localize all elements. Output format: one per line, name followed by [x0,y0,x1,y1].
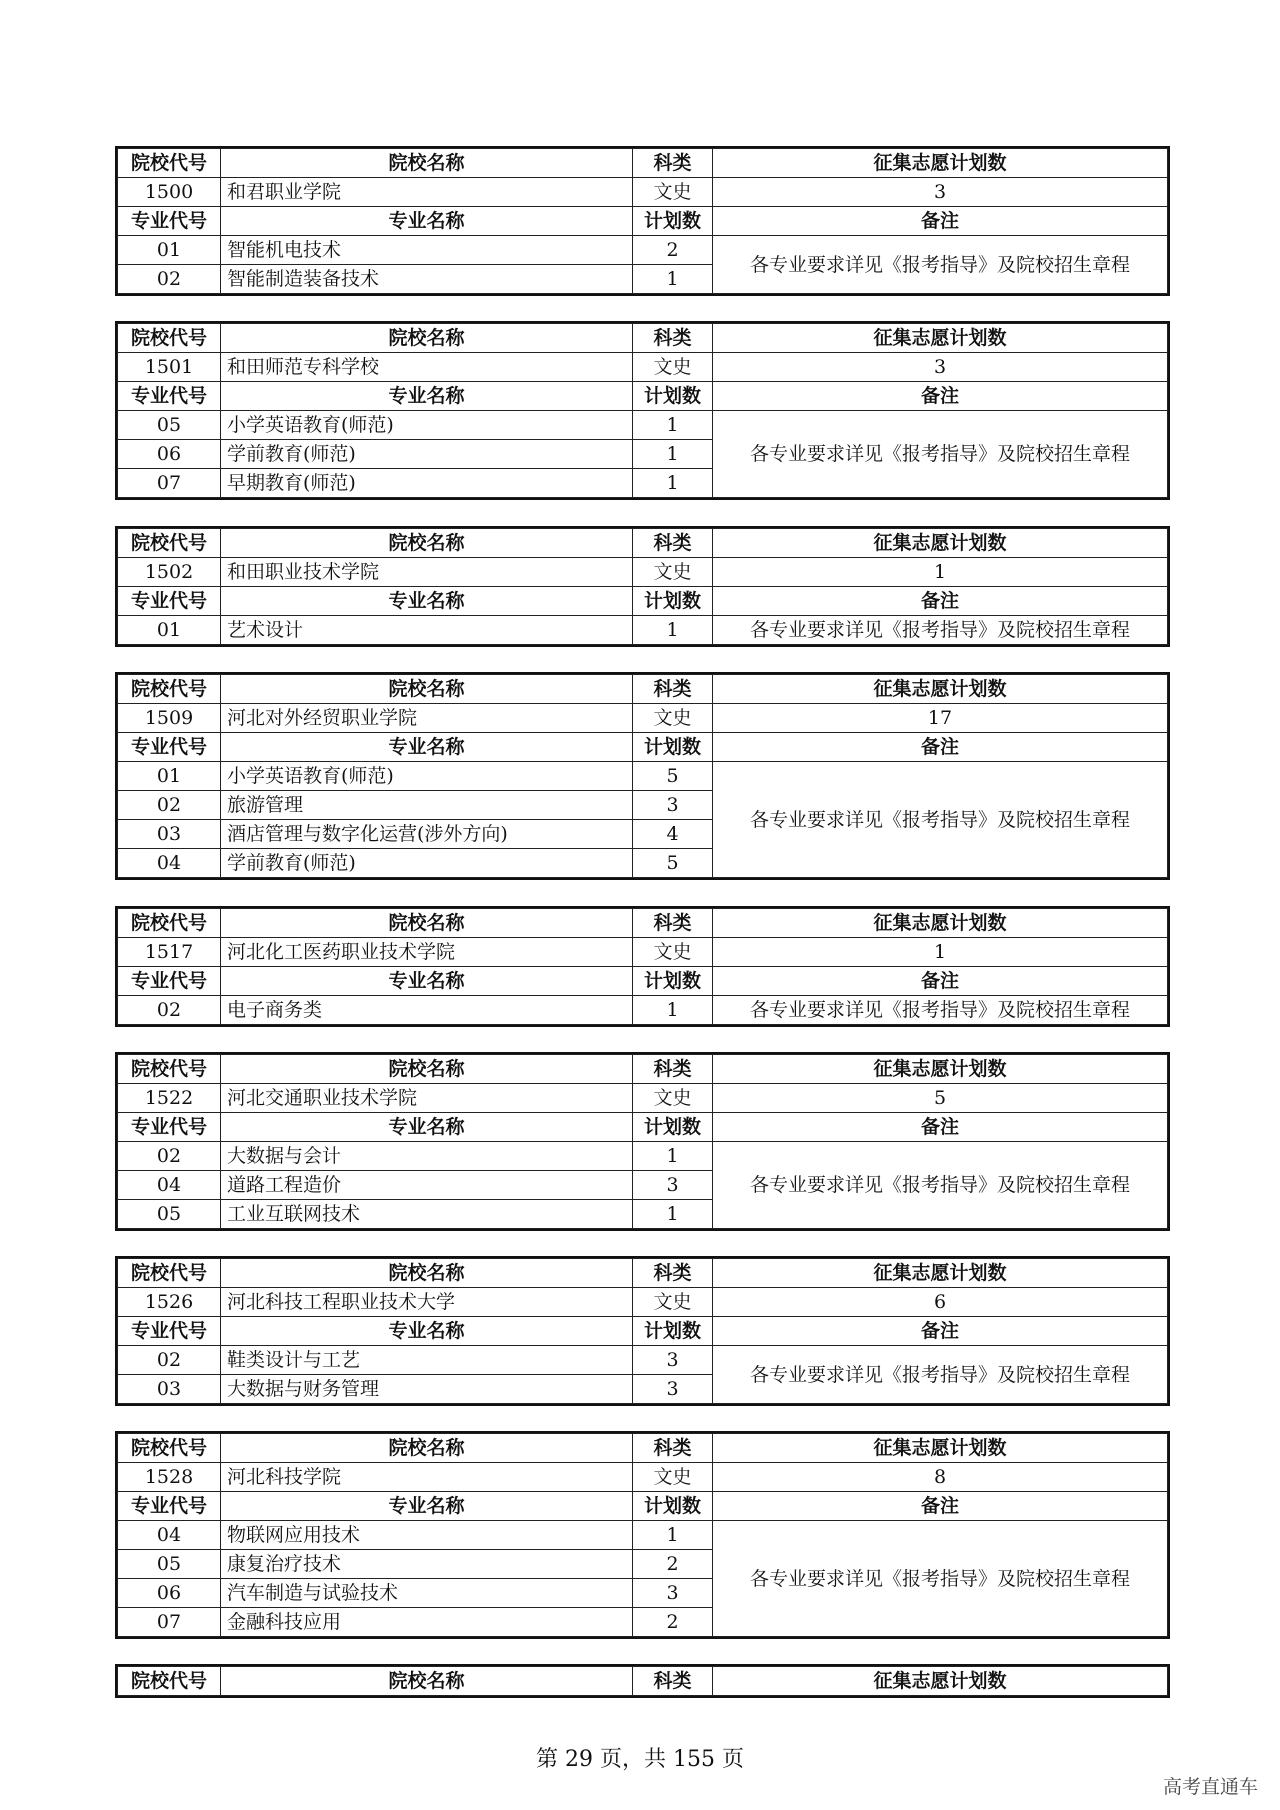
header-remark: 备注 [713,1492,1168,1521]
header-school-code: 院校代号 [118,1434,221,1463]
header-remark: 备注 [713,733,1168,762]
header-major-code: 专业代号 [118,382,221,411]
header-major-name: 专业名称 [221,1113,633,1142]
header-subject: 科类 [633,149,713,178]
school-block-continued [115,1664,1170,1698]
major-name: 工业互联网技术 [221,1200,633,1229]
header-subject: 科类 [633,1055,713,1084]
major-row [118,1142,1168,1171]
school-name: 河北对外经贸职业学院 [221,704,633,733]
major-name: 大数据与会计 [221,1142,633,1171]
major-count: 1 [633,469,713,498]
watermark: 高考直通车 [1162,1776,1258,1798]
school-code: 1502 [118,558,221,587]
header-plan-count: 计划数 [633,967,713,996]
header-plan-count: 计划数 [633,207,713,236]
school-code: 1522 [118,1084,221,1113]
major-name: 鞋类设计与工艺 [221,1346,633,1375]
school-info-row [118,938,1168,967]
major-header-row [118,207,1168,236]
header-school-code: 院校代号 [118,909,221,938]
school-subject: 文史 [633,1084,713,1113]
school-plan: 5 [713,1084,1168,1113]
school-subject: 文史 [633,558,713,587]
header-subject: 科类 [633,1667,713,1696]
school-table [117,908,1168,1025]
header-major-name: 专业名称 [221,967,633,996]
major-count: 1 [633,440,713,469]
major-count: 3 [633,1375,713,1404]
major-name: 学前教育(师范) [221,440,633,469]
school-block [115,1052,1170,1231]
school-plan: 3 [713,353,1168,382]
major-code: 02 [118,1142,221,1171]
header-plan-total: 征集志愿计划数 [713,1434,1168,1463]
school-block [115,321,1170,500]
major-count: 1 [633,1521,713,1550]
school-info-row [118,178,1168,207]
school-header-row [118,909,1168,938]
page-number: 第 29 页，共 155 页 [536,1747,744,1772]
major-name: 汽车制造与试验技术 [221,1579,633,1608]
header-plan-count: 计划数 [633,1492,713,1521]
major-count: 3 [633,791,713,820]
major-remark: 各专业要求详见《报考指导》及院校招生章程 [713,996,1168,1025]
major-count: 2 [633,1550,713,1579]
major-name: 电子商务类 [221,996,633,1025]
major-code: 05 [118,1200,221,1229]
major-count: 3 [633,1579,713,1608]
major-code: 03 [118,1375,221,1404]
major-code: 06 [118,1579,221,1608]
major-name: 智能机电技术 [221,236,633,265]
major-code: 01 [118,616,221,645]
major-count: 2 [633,1608,713,1637]
major-name: 艺术设计 [221,616,633,645]
school-info-row [118,704,1168,733]
header-school-name: 院校名称 [221,149,633,178]
header-school-code: 院校代号 [118,1667,221,1696]
school-info-row [118,1288,1168,1317]
school-subject: 文史 [633,1288,713,1317]
school-header-row [118,1055,1168,1084]
major-name: 小学英语教育(师范) [221,411,633,440]
school-plan: 1 [713,938,1168,967]
school-block [115,906,1170,1027]
header-plan-total: 征集志愿计划数 [713,1667,1168,1696]
school-block [115,146,1170,296]
header-major-code: 专业代号 [118,967,221,996]
school-code: 1528 [118,1463,221,1492]
major-name: 康复治疗技术 [221,1550,633,1579]
header-school-code: 院校代号 [118,529,221,558]
school-table [117,1666,1168,1696]
school-block [115,1431,1170,1639]
header-remark: 备注 [713,967,1168,996]
major-header-row [118,1492,1168,1521]
major-row [118,616,1168,645]
school-code: 1526 [118,1288,221,1317]
major-code: 07 [118,469,221,498]
major-code: 01 [118,236,221,265]
major-count: 1 [633,996,713,1025]
major-remark: 各专业要求详见《报考指导》及院校招生章程 [713,1142,1168,1229]
header-plan-total: 征集志愿计划数 [713,529,1168,558]
header-major-name: 专业名称 [221,1317,633,1346]
header-major-code: 专业代号 [118,207,221,236]
major-name: 酒店管理与数字化运营(涉外方向) [221,820,633,849]
major-code: 02 [118,265,221,294]
major-remark: 各专业要求详见《报考指导》及院校招生章程 [713,762,1168,878]
school-plan: 3 [713,178,1168,207]
school-table [117,674,1168,878]
major-code: 03 [118,820,221,849]
school-header-row [118,1434,1168,1463]
major-row [118,996,1168,1025]
header-school-name: 院校名称 [221,675,633,704]
header-major-code: 专业代号 [118,1113,221,1142]
header-school-name: 院校名称 [221,1055,633,1084]
major-remark: 各专业要求详见《报考指导》及院校招生章程 [713,616,1168,645]
school-name: 河北科技工程职业技术大学 [221,1288,633,1317]
header-major-code: 专业代号 [118,1492,221,1521]
school-table [117,148,1168,294]
school-block [115,1256,1170,1406]
header-school-code: 院校代号 [118,149,221,178]
major-name: 物联网应用技术 [221,1521,633,1550]
major-count: 4 [633,820,713,849]
school-subject: 文史 [633,353,713,382]
header-major-code: 专业代号 [118,1317,221,1346]
major-count: 3 [633,1346,713,1375]
school-name: 和田师范专科学校 [221,353,633,382]
school-code: 1517 [118,938,221,967]
header-remark: 备注 [713,1113,1168,1142]
header-plan-count: 计划数 [633,587,713,616]
school-table [117,1433,1168,1637]
school-header-row [118,1667,1168,1696]
major-count: 3 [633,1171,713,1200]
header-plan-count: 计划数 [633,382,713,411]
major-name: 学前教育(师范) [221,849,633,878]
major-remark: 各专业要求详见《报考指导》及院校招生章程 [713,411,1168,498]
major-header-row [118,587,1168,616]
major-remark: 各专业要求详见《报考指导》及院校招生章程 [713,236,1168,294]
major-code: 05 [118,411,221,440]
major-row [118,1346,1168,1375]
major-count: 1 [633,411,713,440]
major-count: 2 [633,236,713,265]
header-plan-total: 征集志愿计划数 [713,1055,1168,1084]
school-header-row [118,675,1168,704]
header-school-code: 院校代号 [118,1055,221,1084]
school-table [117,1054,1168,1229]
major-row [118,1521,1168,1550]
header-plan-count: 计划数 [633,1317,713,1346]
school-header-row [118,324,1168,353]
header-major-name: 专业名称 [221,733,633,762]
major-count: 1 [633,1142,713,1171]
school-subject: 文史 [633,938,713,967]
header-plan-total: 征集志愿计划数 [713,324,1168,353]
school-info-row [118,1084,1168,1113]
header-plan-total: 征集志愿计划数 [713,1259,1168,1288]
header-school-name: 院校名称 [221,1667,633,1696]
header-subject: 科类 [633,909,713,938]
school-block [115,526,1170,647]
header-major-name: 专业名称 [221,1492,633,1521]
school-name: 和田职业技术学院 [221,558,633,587]
major-name: 金融科技应用 [221,1608,633,1637]
header-school-code: 院校代号 [118,1259,221,1288]
header-plan-total: 征集志愿计划数 [713,149,1168,178]
major-name: 道路工程造价 [221,1171,633,1200]
major-row [118,411,1168,440]
major-code: 07 [118,1608,221,1637]
major-count: 1 [633,1200,713,1229]
header-subject: 科类 [633,1259,713,1288]
major-row [118,236,1168,265]
school-info-row [118,353,1168,382]
header-major-code: 专业代号 [118,587,221,616]
major-count: 1 [633,616,713,645]
major-code: 02 [118,996,221,1025]
header-school-name: 院校名称 [221,1434,633,1463]
major-name: 小学英语教育(师范) [221,762,633,791]
major-code: 04 [118,1171,221,1200]
header-school-code: 院校代号 [118,324,221,353]
school-table [117,323,1168,498]
header-school-name: 院校名称 [221,909,633,938]
header-school-name: 院校名称 [221,529,633,558]
school-name: 河北交通职业技术学院 [221,1084,633,1113]
header-remark: 备注 [713,207,1168,236]
major-name: 早期教育(师范) [221,469,633,498]
school-name: 和君职业学院 [221,178,633,207]
major-name: 大数据与财务管理 [221,1375,633,1404]
header-school-name: 院校名称 [221,1259,633,1288]
school-subject: 文史 [633,704,713,733]
school-header-row [118,1259,1168,1288]
header-major-name: 专业名称 [221,382,633,411]
school-info-row [118,558,1168,587]
school-subject: 文史 [633,1463,713,1492]
school-code: 1501 [118,353,221,382]
header-school-code: 院校代号 [118,675,221,704]
major-count: 1 [633,265,713,294]
header-plan-count: 计划数 [633,733,713,762]
school-block [115,672,1170,880]
major-row [118,762,1168,791]
school-header-row [118,529,1168,558]
header-major-name: 专业名称 [221,207,633,236]
school-info-row [118,1463,1168,1492]
major-count: 5 [633,849,713,878]
school-plan: 17 [713,704,1168,733]
school-subject: 文史 [633,178,713,207]
school-name: 河北化工医药职业技术学院 [221,938,633,967]
major-header-row [118,733,1168,762]
major-remark: 各专业要求详见《报考指导》及院校招生章程 [713,1521,1168,1637]
header-subject: 科类 [633,529,713,558]
major-code: 01 [118,762,221,791]
school-plan: 1 [713,558,1168,587]
major-count: 5 [633,762,713,791]
major-header-row [118,382,1168,411]
school-header-row [118,149,1168,178]
major-name: 智能制造装备技术 [221,265,633,294]
major-code: 06 [118,440,221,469]
school-table [117,1258,1168,1404]
major-header-row [118,1113,1168,1142]
school-table [117,528,1168,645]
school-code: 1509 [118,704,221,733]
major-code: 05 [118,1550,221,1579]
major-header-row [118,1317,1168,1346]
school-code: 1500 [118,178,221,207]
major-remark: 各专业要求详见《报考指导》及院校招生章程 [713,1346,1168,1404]
header-school-name: 院校名称 [221,324,633,353]
header-plan-total: 征集志愿计划数 [713,909,1168,938]
school-plan: 6 [713,1288,1168,1317]
major-header-row [118,967,1168,996]
major-name: 旅游管理 [221,791,633,820]
header-remark: 备注 [713,382,1168,411]
header-plan-total: 征集志愿计划数 [713,675,1168,704]
major-code: 04 [118,1521,221,1550]
major-code: 04 [118,849,221,878]
header-remark: 备注 [713,1317,1168,1346]
header-subject: 科类 [633,675,713,704]
major-code: 02 [118,791,221,820]
major-code: 02 [118,1346,221,1375]
school-name: 河北科技学院 [221,1463,633,1492]
header-subject: 科类 [633,1434,713,1463]
header-major-code: 专业代号 [118,733,221,762]
school-plan: 8 [713,1463,1168,1492]
header-major-name: 专业名称 [221,587,633,616]
header-subject: 科类 [633,324,713,353]
header-remark: 备注 [713,587,1168,616]
header-plan-count: 计划数 [633,1113,713,1142]
